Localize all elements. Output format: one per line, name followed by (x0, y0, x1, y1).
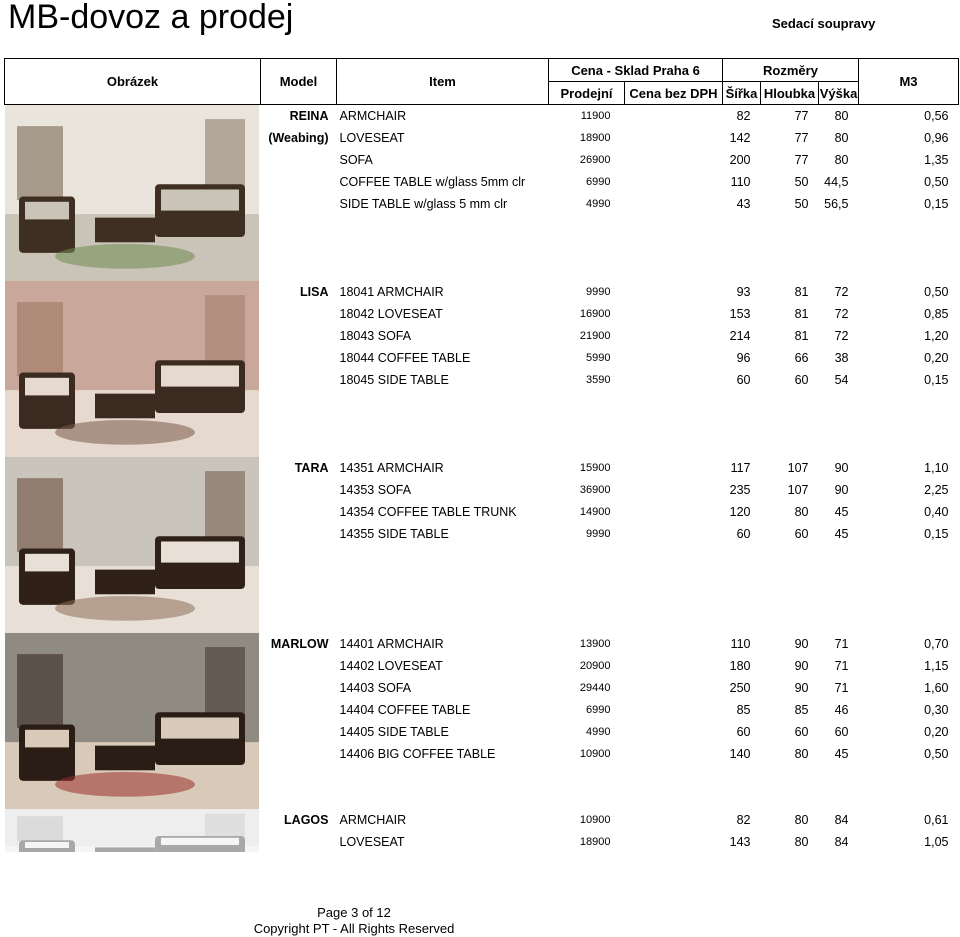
dim-width: 200 (729, 153, 751, 167)
dim-height: 71 (834, 637, 849, 651)
dim-width: 153 (729, 307, 751, 321)
model-name: LAGOS (284, 813, 329, 827)
volume-m3: 1,20 (924, 329, 949, 343)
dim-height: 54 (834, 373, 849, 387)
dim-height: 90 (834, 483, 849, 497)
dim-depth: 77 (794, 109, 809, 123)
volume-m3: 0,56 (924, 109, 949, 123)
price-sale: 10900 (579, 748, 611, 760)
price-net (625, 171, 723, 193)
price-sale: 21900 (579, 330, 611, 342)
dim-width: 82 (736, 813, 751, 827)
price-net (625, 479, 723, 501)
model-empty (261, 523, 337, 545)
dim-height: 84 (834, 835, 849, 849)
dim-width: 110 (730, 175, 751, 189)
footer-page: Page 3 of 12 (317, 905, 391, 920)
price-net (625, 501, 723, 523)
dim-width: 96 (736, 351, 751, 365)
dim-width: 143 (729, 835, 751, 849)
model-name: LISA (300, 285, 329, 299)
volume-m3: 1,15 (924, 659, 949, 673)
dim-width: 60 (736, 527, 751, 541)
table-row (5, 633, 959, 655)
price-net (625, 325, 723, 347)
item-name: ARMCHAIR (339, 109, 407, 123)
price-sale: 26900 (579, 154, 611, 166)
dim-depth: 80 (794, 813, 809, 827)
price-net (625, 699, 723, 721)
header-depth: Hloubka (761, 82, 819, 105)
product-photo (5, 281, 261, 457)
item-name: LOVESEAT (339, 835, 405, 849)
dim-depth: 81 (794, 285, 809, 299)
price-sale: 14900 (579, 506, 611, 518)
group-spacer-cell (261, 215, 959, 281)
item-name: 14402 LOVESEAT (339, 659, 443, 673)
table-row (5, 809, 959, 831)
dim-depth: 107 (787, 483, 809, 497)
group-spacer-cell (261, 545, 959, 633)
model-empty (261, 479, 337, 501)
price-sale: 20900 (579, 660, 611, 672)
volume-m3: 0,15 (924, 373, 949, 387)
dim-width: 93 (736, 285, 751, 299)
header-price-net: Cena bez DPH (625, 82, 723, 105)
price-net (625, 809, 723, 831)
price-sale: 4990 (586, 198, 611, 210)
item-name: 14351 ARMCHAIR (339, 461, 444, 475)
header-width: Šířka (723, 82, 761, 105)
item-name: 18042 LOVESEAT (339, 307, 443, 321)
model-name: TARA (294, 461, 329, 475)
dim-height: 72 (834, 285, 849, 299)
model-empty (261, 699, 337, 721)
header-model: Model (261, 59, 337, 105)
volume-m3: 1,10 (924, 461, 949, 475)
room-photo (5, 457, 259, 633)
dim-depth: 85 (794, 703, 809, 717)
dim-width: 117 (730, 461, 751, 475)
page-break-area (0, 852, 960, 902)
model-empty (261, 831, 337, 853)
price-sale: 13900 (579, 638, 611, 650)
price-sale: 4990 (586, 726, 611, 738)
price-net (625, 655, 723, 677)
dim-depth: 90 (794, 659, 809, 673)
price-sale: 15900 (579, 462, 611, 474)
item-name: COFFEE TABLE w/glass 5mm clr (339, 175, 526, 189)
item-name: 14355 SIDE TABLE (339, 527, 449, 541)
dim-width: 214 (729, 329, 751, 343)
page-title: MB-dovoz a prodej (8, 0, 294, 36)
table-row (5, 457, 959, 479)
dim-width: 235 (729, 483, 751, 497)
price-net (625, 831, 723, 853)
model-empty (261, 721, 337, 743)
dim-depth: 60 (794, 725, 809, 739)
model-empty (261, 677, 337, 699)
dim-height: 45 (834, 527, 849, 541)
volume-m3: 0,96 (924, 131, 949, 145)
dim-width: 43 (736, 197, 751, 211)
item-name: 18044 COFFEE TABLE (339, 351, 471, 365)
price-sale: 18900 (579, 132, 611, 144)
price-table (4, 58, 959, 869)
dim-depth: 90 (794, 637, 809, 651)
model-empty (261, 325, 337, 347)
dim-height: 72 (834, 329, 849, 343)
model-empty (261, 501, 337, 523)
item-name: 14353 SOFA (339, 483, 412, 497)
price-sale: 29440 (579, 682, 611, 694)
dim-depth: 80 (794, 505, 809, 519)
price-net (625, 303, 723, 325)
header-m3: M3 (859, 59, 959, 105)
item-name: 18041 ARMCHAIR (339, 285, 444, 299)
volume-m3: 1,35 (924, 153, 949, 167)
price-sale: 10900 (579, 814, 611, 826)
dim-height: 80 (834, 153, 849, 167)
dim-depth: 107 (787, 461, 809, 475)
dim-depth: 60 (794, 373, 809, 387)
dim-height: 60 (834, 725, 849, 739)
item-name: 14403 SOFA (339, 681, 412, 695)
dim-width: 82 (736, 109, 751, 123)
price-sale: 36900 (579, 484, 611, 496)
price-sale: 16900 (579, 308, 611, 320)
dim-depth: 66 (794, 351, 809, 365)
volume-m3: 1,60 (924, 681, 949, 695)
item-name: SOFA (339, 153, 373, 167)
dim-height: 46 (834, 703, 849, 717)
model-name: MARLOW (270, 637, 329, 651)
dim-height: 38 (834, 351, 849, 365)
item-name: 14354 COFFEE TABLE TRUNK (339, 505, 517, 519)
price-sale: 6990 (586, 176, 611, 188)
dim-height: 45 (834, 505, 849, 519)
header-height: Výška (819, 82, 859, 105)
header-item: Item (337, 59, 549, 105)
item-name: SIDE TABLE w/glass 5 mm clr (339, 197, 508, 211)
item-name: 14406 BIG COFFEE TABLE (339, 747, 496, 761)
header-price-group: Cena - Sklad Praha 6 (549, 59, 723, 82)
price-net (625, 105, 723, 128)
dim-depth: 80 (794, 747, 809, 761)
dim-height: 44,5 (824, 175, 849, 189)
volume-m3: 0,15 (924, 197, 949, 211)
room-photo (5, 633, 259, 809)
room-photo (5, 105, 259, 281)
dim-height: 71 (834, 681, 849, 695)
dim-height: 72 (834, 307, 849, 321)
model-empty (261, 193, 337, 215)
volume-m3: 0,15 (924, 527, 949, 541)
volume-m3: 2,25 (924, 483, 949, 497)
model-empty (261, 655, 337, 677)
dim-height: 56,5 (824, 197, 849, 211)
footer-copyright: Copyright PT - All Rights Reserved (253, 921, 455, 936)
volume-m3: 0,30 (924, 703, 949, 717)
model-empty (261, 303, 337, 325)
dim-depth: 81 (794, 329, 809, 343)
price-sale: 11900 (580, 110, 611, 122)
item-name: 14404 COFFEE TABLE (339, 703, 471, 717)
volume-m3: 0,50 (924, 747, 949, 761)
page-subtitle: Sedací soupravy (772, 16, 876, 31)
header-dimensions: Rozměry (723, 59, 859, 82)
header-image: Obrázek (5, 59, 261, 105)
price-sale: 18900 (579, 836, 611, 848)
room-photo (5, 281, 259, 457)
volume-m3: 0,70 (924, 637, 949, 651)
item-name: 14405 SIDE TABLE (339, 725, 449, 739)
dim-width: 85 (736, 703, 751, 717)
price-net (625, 347, 723, 369)
group-spacer-cell (261, 765, 959, 809)
price-net (625, 677, 723, 699)
dim-height: 80 (834, 109, 849, 123)
dim-depth: 60 (794, 527, 809, 541)
dim-height: 84 (834, 813, 849, 827)
model-empty (261, 347, 337, 369)
dim-width: 180 (729, 659, 751, 673)
dim-width: 120 (729, 505, 751, 519)
dim-depth: 77 (794, 153, 809, 167)
price-net (625, 193, 723, 215)
dim-width: 60 (736, 725, 751, 739)
model-empty (261, 171, 337, 193)
volume-m3: 0,61 (924, 813, 949, 827)
dim-height: 80 (834, 131, 849, 145)
product-photo (5, 633, 261, 809)
volume-m3: 0,50 (924, 175, 949, 189)
table-row (5, 281, 959, 303)
item-name: LOVESEAT (339, 131, 405, 145)
dim-depth: 50 (794, 197, 809, 211)
price-net (625, 523, 723, 545)
dim-depth: 90 (794, 681, 809, 695)
volume-m3: 0,20 (924, 725, 949, 739)
price-sale: 6990 (586, 704, 611, 716)
dim-height: 45 (834, 747, 849, 761)
dim-width: 250 (729, 681, 751, 695)
price-net (625, 149, 723, 171)
dim-height: 71 (834, 659, 849, 673)
price-sale: 9990 (586, 528, 611, 540)
dim-width: 140 (729, 747, 751, 761)
price-net (625, 457, 723, 479)
dim-depth: 50 (794, 175, 809, 189)
dim-depth: 81 (794, 307, 809, 321)
model-empty (261, 149, 337, 171)
price-net (625, 369, 723, 391)
price-net (625, 633, 723, 655)
item-name: 18045 SIDE TABLE (339, 373, 449, 387)
price-sale: 9990 (586, 286, 611, 298)
dim-height: 90 (834, 461, 849, 475)
price-net (625, 721, 723, 743)
price-sale: 5990 (586, 352, 611, 364)
item-name: ARMCHAIR (339, 813, 407, 827)
model-empty (261, 369, 337, 391)
price-net (625, 127, 723, 149)
volume-m3: 0,85 (924, 307, 949, 321)
dim-depth: 80 (794, 835, 809, 849)
dim-depth: 77 (794, 131, 809, 145)
group-spacer-cell (261, 391, 959, 457)
dim-width: 110 (730, 637, 751, 651)
item-name: 18043 SOFA (339, 329, 412, 343)
product-photo (5, 457, 261, 633)
table-row (5, 105, 959, 128)
model-name: REINA (289, 109, 329, 123)
product-photo (5, 105, 261, 282)
model-subtitle: (Weabing) (268, 131, 329, 145)
volume-m3: 0,20 (924, 351, 949, 365)
volume-m3: 0,40 (924, 505, 949, 519)
dim-width: 142 (729, 131, 751, 145)
price-sale: 3590 (586, 374, 611, 386)
price-net (625, 743, 723, 765)
price-net (625, 281, 723, 303)
dim-width: 60 (736, 373, 751, 387)
volume-m3: 0,50 (924, 285, 949, 299)
volume-m3: 1,05 (924, 835, 949, 849)
item-name: 14401 ARMCHAIR (339, 637, 444, 651)
model-empty (261, 743, 337, 765)
header-price-sale: Prodejní (549, 82, 625, 105)
